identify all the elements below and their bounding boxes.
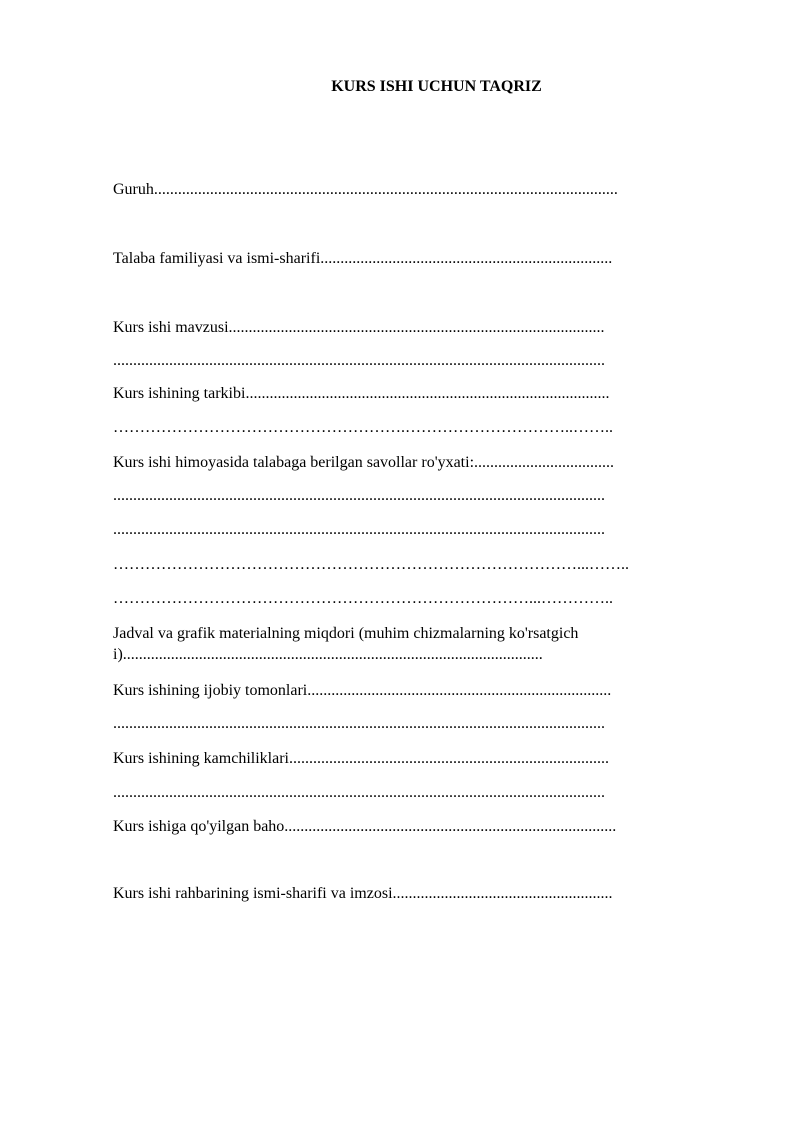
field-rahbar: Kurs ishi rahbarining ismi-sharifi va imzosi....................................................... <box>113 885 613 902</box>
field-savollar-continuation-3: ……………………………………………………………………………...…….. <box>113 556 629 573</box>
field-savollar-continuation-1: ........................................................................................................................... <box>113 487 605 504</box>
field-guruh: Guruh.................................................................................................................... <box>113 181 618 198</box>
field-savollar: Kurs ishi himoyasida talabaga berilgan savollar ro'yxati:................................... <box>113 454 615 471</box>
field-talaba: Talaba familiyasi va ismi-sharifi......................................................................... <box>113 250 613 267</box>
field-tarkib-continuation: ……………………………………………….…………………………..…….. <box>113 419 613 436</box>
field-jadval: Jadval va grafik materialning miqdori (muhim chizmalarning ko'rsatgichi)......................................................................................................... <box>113 625 579 663</box>
field-savollar-continuation-2: ........................................................................................................................... <box>113 521 605 538</box>
field-mavzu-continuation: ........................................................................................................................... <box>113 352 605 369</box>
field-kamchilik-continuation: ........................................................................................................................... <box>113 784 605 801</box>
field-ijobiy-continuation: ........................................................................................................................... <box>113 715 605 732</box>
field-savollar-continuation-4: ……………………………………………………………………...………….. <box>113 590 613 607</box>
field-tarkib: Kurs ishining tarkibi........................................................................................... <box>113 385 610 402</box>
field-baho: Kurs ishiga qo'yilgan baho................................................................................... <box>113 818 617 835</box>
field-ijobiy: Kurs ishining ijobiy tomonlari............................................................................ <box>113 682 612 699</box>
document-title: KURS ISHI UCHUN TAQRIZ <box>331 78 542 95</box>
field-mavzu: Kurs ishi mavzusi.............................................................................................. <box>113 319 605 336</box>
field-kamchilik: Kurs ishining kamchiliklari................................................................................ <box>113 750 609 767</box>
